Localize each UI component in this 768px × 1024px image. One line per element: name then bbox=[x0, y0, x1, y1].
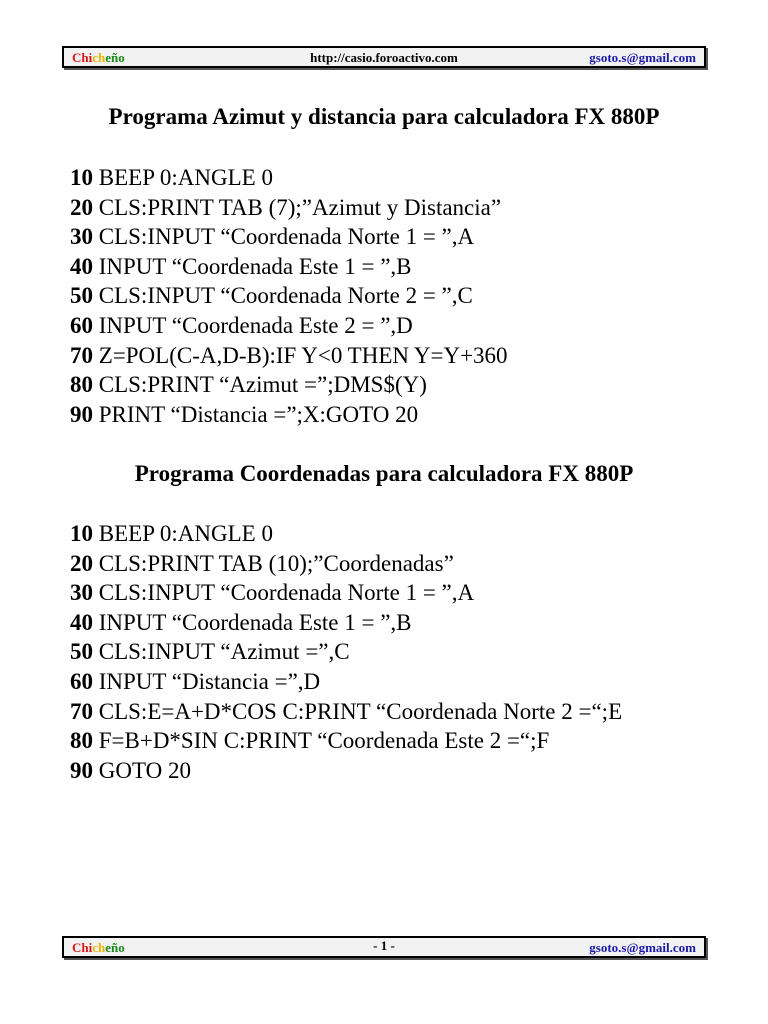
code-line bbox=[70, 222, 508, 252]
line-code: CLS:E=A+D*COS C:PRINT “Coordenada Norte 2 =“;E bbox=[93, 698, 623, 724]
line-code: INPUT “Coordenada Este 1 = ”,B bbox=[93, 253, 412, 279]
line-code: CLS:INPUT “Azimut =”,C bbox=[93, 639, 350, 665]
line-number: 10 bbox=[70, 165, 93, 190]
brand-part: Chi bbox=[72, 940, 93, 955]
brand-part: eño bbox=[105, 940, 125, 955]
author-email[interactable]: gsoto.s@gmail.com bbox=[589, 940, 696, 955]
code-line bbox=[70, 311, 508, 341]
line-code: F=B+D*SIN C:PRINT “Coordenada Este 2 =“;F bbox=[93, 728, 550, 754]
page-number: - 1 - bbox=[373, 938, 395, 953]
page-footer bbox=[62, 936, 706, 958]
line-code: BEEP 0:ANGLE 0 bbox=[93, 165, 273, 190]
line-number: 50 bbox=[70, 639, 93, 665]
brand-part: ch bbox=[92, 50, 106, 65]
line-number: 90 bbox=[70, 401, 93, 427]
code-line bbox=[70, 370, 508, 400]
line-number: 30 bbox=[70, 580, 93, 606]
line-number: 30 bbox=[70, 224, 93, 250]
code-line bbox=[70, 756, 622, 786]
code-line bbox=[70, 281, 508, 311]
line-code: CLS:INPUT “Coordenada Norte 2 = ”,C bbox=[93, 283, 473, 309]
program1-listing bbox=[70, 163, 508, 429]
author-email[interactable]: gsoto.s@gmail.com bbox=[589, 50, 696, 65]
line-code: Z=POL(C-A,D-B):IF Y<0 THEN Y=Y+360 bbox=[93, 342, 508, 368]
code-line bbox=[70, 400, 508, 430]
line-number: 40 bbox=[70, 609, 93, 635]
line-code: INPUT “Coordenada Este 1 = ”,B bbox=[93, 609, 412, 635]
code-line bbox=[70, 549, 622, 579]
code-line bbox=[70, 667, 622, 697]
line-code: BEEP 0:ANGLE 0 bbox=[93, 521, 273, 546]
line-code: CLS:PRINT TAB (7);”Azimut y Distancia” bbox=[93, 194, 502, 220]
line-number: 20 bbox=[70, 550, 93, 576]
brand-part: ch bbox=[92, 940, 106, 955]
line-number: 20 bbox=[70, 194, 93, 220]
program1-title: Programa Azimut y distancia para calculadora FX 880P bbox=[108, 104, 660, 129]
program2-listing bbox=[70, 519, 622, 785]
code-line bbox=[70, 608, 622, 638]
brand-part: eño bbox=[105, 50, 125, 65]
line-code: CLS:PRINT TAB (10);”Coordenadas” bbox=[93, 550, 454, 576]
code-line bbox=[70, 578, 622, 608]
code-line bbox=[70, 163, 508, 193]
line-number: 60 bbox=[70, 312, 93, 338]
code-line bbox=[70, 697, 622, 727]
line-number: 80 bbox=[70, 372, 93, 398]
line-number: 10 bbox=[70, 521, 93, 546]
line-code: CLS:INPUT “Coordenada Norte 1 = ”,A bbox=[93, 580, 475, 606]
code-line bbox=[70, 252, 508, 282]
line-number: 40 bbox=[70, 253, 93, 279]
program2-title: Programa Coordenadas para calculadora FX 880P bbox=[134, 461, 634, 486]
line-number: 80 bbox=[70, 728, 93, 754]
brand-part: Chi bbox=[72, 50, 93, 65]
line-code: CLS:INPUT “Coordenada Norte 1 = ”,A bbox=[93, 224, 475, 250]
line-number: 60 bbox=[70, 668, 93, 694]
site-url[interactable]: http://casio.foroactivo.com bbox=[310, 50, 458, 65]
line-code: CLS:PRINT “Azimut =”;DMS$(Y) bbox=[93, 372, 427, 398]
code-line bbox=[70, 519, 622, 549]
code-line bbox=[70, 726, 622, 756]
line-number: 70 bbox=[70, 698, 93, 724]
line-code: PRINT “Distancia =”;X:GOTO 20 bbox=[93, 401, 419, 427]
line-code: GOTO 20 bbox=[93, 757, 191, 783]
page-header bbox=[62, 46, 706, 68]
line-number: 50 bbox=[70, 283, 93, 309]
code-line bbox=[70, 341, 508, 371]
line-number: 70 bbox=[70, 342, 93, 368]
line-code: INPUT “Coordenada Este 2 = ”,D bbox=[93, 312, 413, 338]
line-number: 90 bbox=[70, 757, 93, 783]
code-line bbox=[70, 193, 508, 223]
line-code: INPUT “Distancia =”,D bbox=[93, 668, 321, 694]
code-line bbox=[70, 637, 622, 667]
